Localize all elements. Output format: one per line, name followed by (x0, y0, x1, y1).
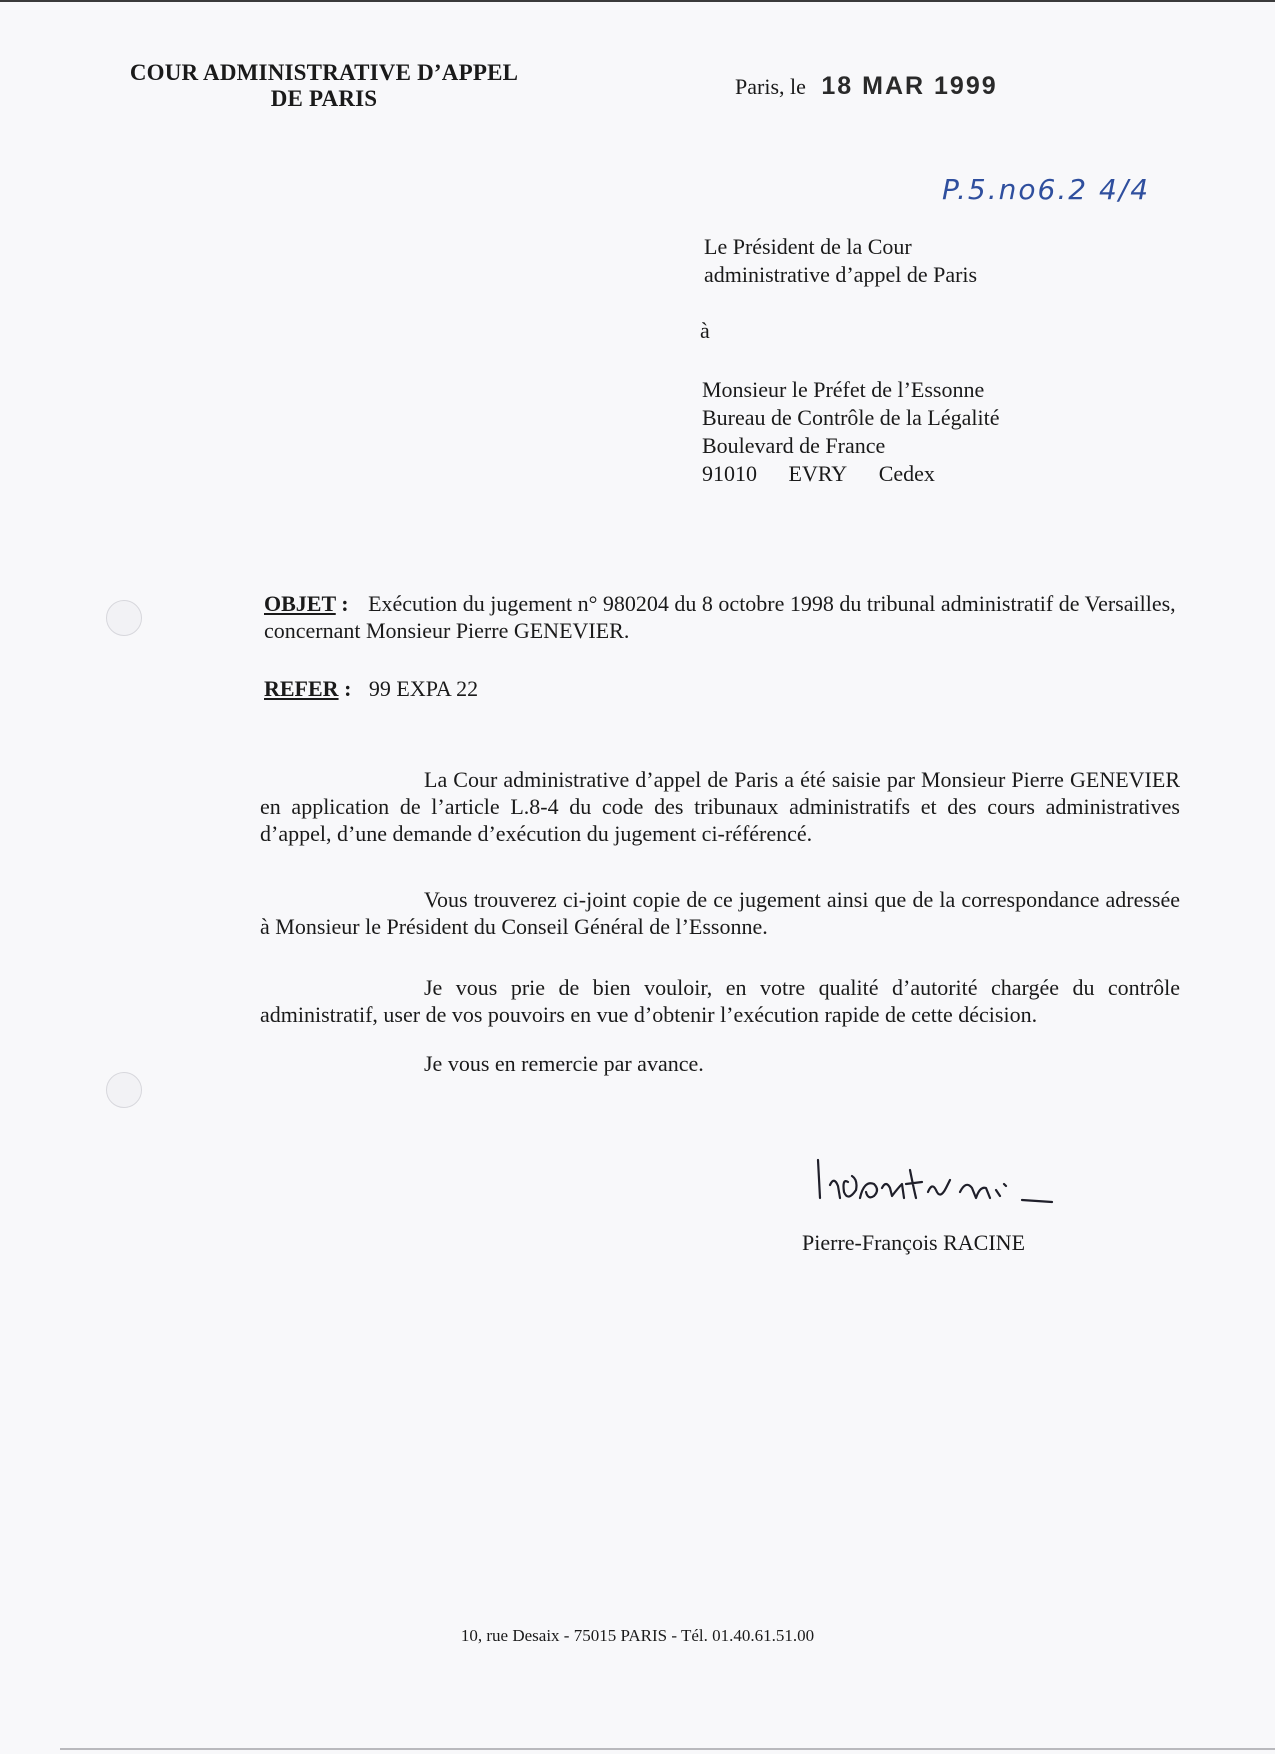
sender-line2: administrative d’appel de Paris (704, 262, 978, 287)
court-name-line1: COUR ADMINISTRATIVE D’APPEL (129, 60, 519, 85)
court-name-line2: DE PARIS (270, 86, 378, 111)
handwritten-signature (790, 1140, 1090, 1220)
sender-block (704, 233, 977, 289)
objet-label: OBJET (264, 591, 336, 616)
scan-top-edge (0, 0, 1275, 2)
punch-hole-icon (106, 600, 142, 636)
body-paragraph-4: Je vous en remercie par avance. (424, 1051, 704, 1076)
recipient-line2: Bureau de Contrôle de la Légalité (702, 405, 1000, 430)
date-line (735, 72, 998, 101)
refer-value: 99 EXPA 22 (368, 676, 479, 701)
court-header (104, 60, 544, 112)
body-paragraph-3: Je vous prie de bien vouloir, en votre qualité d’autorité chargée du contrôle administratif, user de vos pouvoirs en vue d’obtenir l’exécution rapide de cette décision. (260, 975, 1180, 1027)
body-paragraph-2: Vous trouverez ci-joint copie de ce jugement ainsi que de la correspondance adressée à Monsieur le Président du Conseil Général de l’Essonne. (260, 887, 1180, 939)
recipient-city: EVRY (788, 461, 848, 486)
recipient-line3: Boulevard de France (702, 433, 886, 458)
punch-hole-icon (106, 1072, 142, 1108)
recipient-block (702, 376, 1000, 488)
signatory-name: Pierre-François RACINE (802, 1230, 1026, 1255)
to-word: à (700, 318, 710, 343)
date-stamp: 18 MAR 1999 (821, 72, 998, 100)
date-prefix: Paris, le (735, 74, 806, 99)
footer-address: 10, rue Desaix - 75015 PARIS - Tél. 01.40.61.51.00 (460, 1626, 815, 1645)
sender-line1: Le Président de la Cour (704, 234, 912, 259)
refer-line: REFER : 99 EXPA 22 (264, 676, 479, 701)
handwritten-reference: P.5.no6.2 4/4 (942, 173, 1151, 206)
objet-line: OBJET : Exécution du jugement n° 980204 du 8 octobre 1998 du tribunal administratif de Versailles, concernant Monsieur Pierre GENEVIER. (264, 591, 1176, 643)
recipient-city-line (702, 460, 1000, 488)
recipient-postcode: 91010 (702, 461, 757, 486)
objet-text: Exécution du jugement n° 980204 du 8 octobre 1998 du tribunal administratif de Versailles, concernant Monsieur Pierre GENEVIER. (264, 591, 1176, 643)
scan-bottom-edge (60, 1748, 1275, 1750)
recipient-cedex: Cedex (878, 461, 935, 486)
recipient-line1: Monsieur le Préfet de l’Essonne (702, 377, 985, 402)
body-paragraph-1: La Cour administrative d’appel de Paris a été saisie par Monsieur Pierre GENEVIER en application de l’article L.8-4 du code des tribunaux administratifs et des cours administratives d’appel, d’une demande d’exécution du jugement ci-référencé. (260, 767, 1180, 846)
refer-label: REFER (264, 676, 339, 701)
